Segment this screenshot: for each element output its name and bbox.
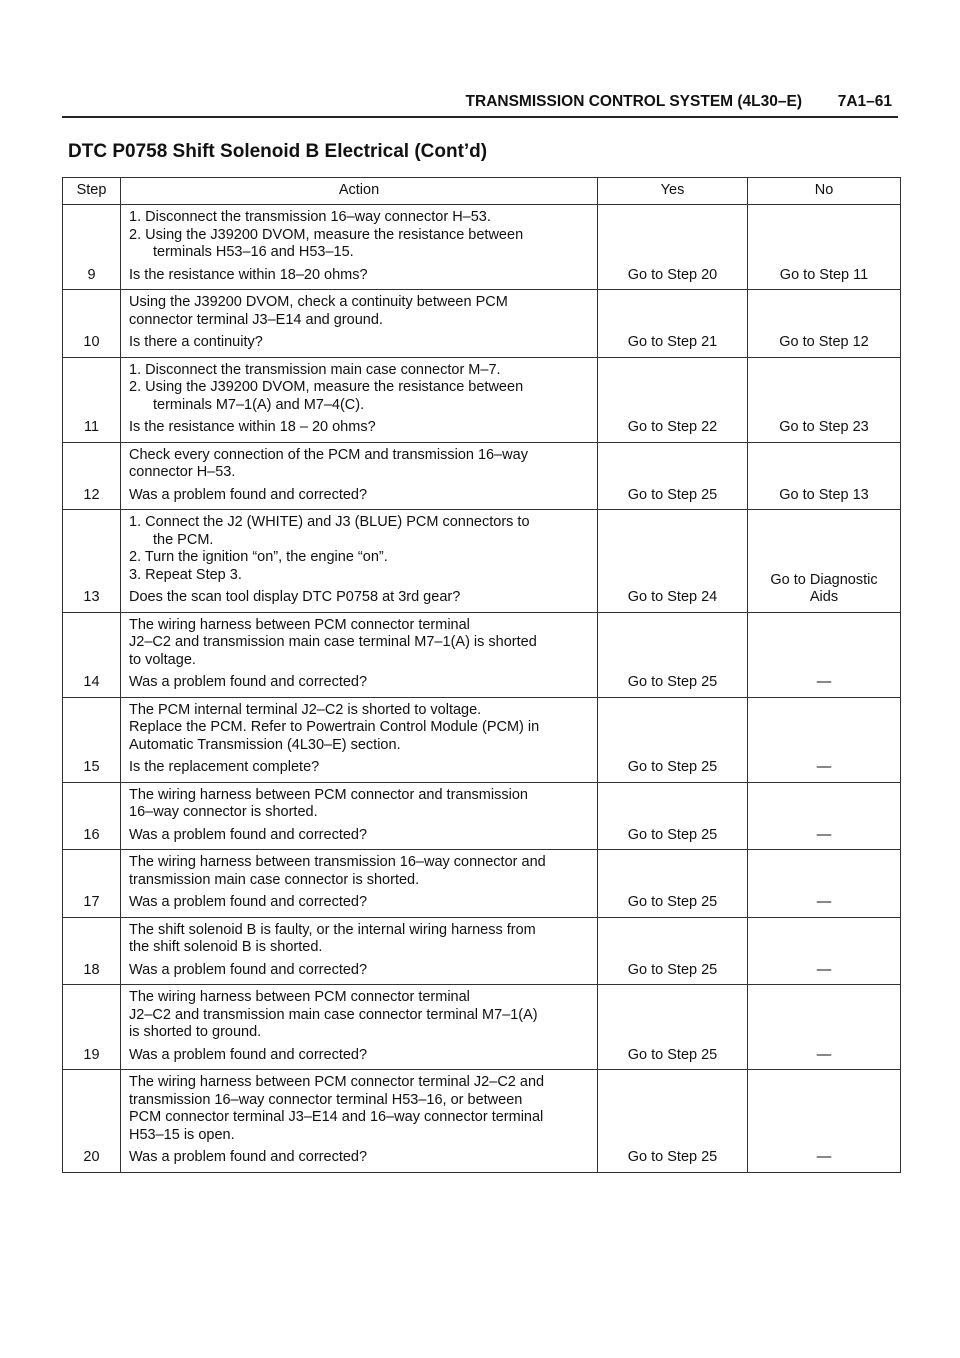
no-result: Go to Step 13 (748, 442, 901, 510)
step-number: 14 (63, 612, 121, 697)
table-row (63, 357, 901, 442)
action-cell (121, 1070, 598, 1173)
action-cell (121, 782, 598, 850)
action-line: terminals M7–1(A) and M7–4(C). (153, 396, 365, 413)
action-line: The wiring harness between PCM connector terminal (129, 989, 470, 1005)
action-line: The wiring harness between transmission 16–way connector and (129, 854, 546, 870)
action-line: terminals H53–16 and H53–15. (153, 244, 354, 260)
step-number: 20 (63, 1070, 121, 1173)
table-row (63, 985, 901, 1070)
step-number: 9 (63, 205, 121, 290)
action-line: The wiring harness between PCM connector and transmission (129, 786, 528, 803)
column-header-action: Action (121, 178, 598, 205)
yes-result: Go to Step 21 (598, 290, 748, 358)
table-row (63, 205, 901, 290)
page-number: 7A1–61 (837, 93, 892, 110)
action-cell (121, 510, 598, 613)
step-number: 19 (63, 985, 121, 1070)
action-line: The PCM internal terminal J2–C2 is shorted to voltage. (129, 701, 482, 718)
action-line: 16–way connector is shorted. (129, 804, 318, 820)
action-cell (121, 612, 598, 697)
no-result: — (748, 697, 901, 782)
action-question: Is the resistance within 18–20 ohms? (129, 266, 368, 283)
action-line: 2. Turn the ignition “on”, the engine “on”. (129, 549, 388, 565)
step-number: 12 (63, 442, 121, 510)
table-row (63, 850, 901, 918)
no-result: Go to Step 12 (748, 290, 901, 358)
no-result: — (748, 782, 901, 850)
yes-result: Go to Step 25 (598, 782, 748, 850)
action-cell (121, 442, 598, 510)
action-line: Using the J39200 DVOM, check a continuity between PCM (129, 294, 508, 310)
column-header-step: Step (63, 178, 121, 205)
yes-result: Go to Step 24 (598, 510, 748, 613)
action-question: Was a problem found and corrected? (129, 826, 368, 843)
action-line: 2. Using the J39200 DVOM, measure the resistance between (129, 226, 524, 243)
action-line: Replace the PCM. Refer to Powertrain Control Module (PCM) in (129, 719, 540, 735)
no-result: Go to Step 23 (748, 357, 901, 442)
action-line: The wiring harness between PCM connector terminal (129, 616, 470, 633)
action-line: 2. Using the J39200 DVOM, measure the resistance between (129, 379, 524, 395)
no-result-line: Aids (809, 589, 839, 605)
action-line: to voltage. (129, 651, 196, 668)
no-result: — (748, 850, 901, 918)
action-question: Was a problem found and corrected? (129, 1149, 368, 1165)
table-row (63, 917, 901, 985)
action-cell (121, 850, 598, 918)
action-line: The wiring harness between PCM connector terminal J2–C2 and (129, 1074, 545, 1090)
action-question: Was a problem found and corrected? (129, 486, 368, 503)
step-number: 18 (63, 917, 121, 985)
step-number: 11 (63, 357, 121, 442)
action-cell (121, 205, 598, 290)
yes-result: Go to Step 22 (598, 357, 748, 442)
action-cell (121, 357, 598, 442)
yes-result: Go to Step 25 (598, 612, 748, 697)
step-number: 13 (63, 510, 121, 613)
action-question: Was a problem found and corrected? (129, 961, 368, 978)
yes-result: Go to Step 25 (598, 442, 748, 510)
action-line: The shift solenoid B is faulty, or the internal wiring harness from (129, 921, 536, 938)
action-line: connector terminal J3–E14 and ground. (129, 311, 383, 328)
action-line: transmission main case connector is shorted. (129, 871, 420, 888)
action-cell (121, 290, 598, 358)
table-row (63, 697, 901, 782)
document-title: DTC P0758 Shift Solenoid B Electrical (Cont’d) (68, 141, 488, 162)
yes-result: Go to Step 25 (598, 985, 748, 1070)
step-number: 17 (63, 850, 121, 918)
action-question: Was a problem found and corrected? (129, 674, 368, 690)
table-row (63, 1070, 901, 1173)
table-row (63, 442, 901, 510)
step-number: 10 (63, 290, 121, 358)
action-cell (121, 697, 598, 782)
step-number: 16 (63, 782, 121, 850)
yes-result: Go to Step 20 (598, 205, 748, 290)
action-line: 1. Disconnect the transmission main case connector M–7. (129, 361, 501, 378)
table-header-row (63, 178, 901, 205)
action-line: 3. Repeat Step 3. (129, 566, 242, 583)
yes-result: Go to Step 25 (598, 917, 748, 985)
column-header-no: No (748, 178, 901, 205)
diagnostic-table (62, 177, 901, 1173)
action-question: Is there a continuity? (129, 334, 263, 350)
action-question: Was a problem found and corrected? (129, 1046, 368, 1063)
action-line: is shorted to ground. (129, 1024, 262, 1040)
page-header (62, 90, 898, 118)
action-cell (121, 985, 598, 1070)
no-result-line: Go to Diagnostic (770, 571, 878, 588)
no-result: Go to Step 11 (748, 205, 901, 290)
no-result: — (748, 917, 901, 985)
action-line: PCM connector terminal J3–E14 and 16–way connector terminal (129, 1109, 544, 1125)
action-line: transmission 16–way connector terminal H53–16, or between (129, 1091, 523, 1108)
action-line: J2–C2 and transmission main case terminal M7–1(A) is shorted (129, 634, 537, 650)
action-line: J2–C2 and transmission main case connector terminal M7–1(A) (129, 1006, 538, 1023)
no-result: — (748, 1070, 901, 1173)
system-title: TRANSMISSION CONTROL SYSTEM (4L30–E) (465, 93, 802, 110)
action-line: the shift solenoid B is shorted. (129, 939, 323, 955)
yes-result: Go to Step 25 (598, 697, 748, 782)
table-row (63, 290, 901, 358)
action-question: Was a problem found and corrected? (129, 894, 368, 910)
action-line: connector H–53. (129, 464, 236, 480)
action-line: 1. Disconnect the transmission 16–way connector H–53. (129, 209, 491, 225)
action-line: H53–15 is open. (129, 1126, 235, 1143)
no-result: — (748, 612, 901, 697)
action-question: Is the resistance within 18 – 20 ohms? (129, 419, 376, 435)
table-row (63, 612, 901, 697)
action-question: Does the scan tool display DTC P0758 at 3rd gear? (129, 589, 461, 605)
no-result (748, 510, 901, 613)
action-line: Automatic Transmission (4L30–E) section. (129, 736, 401, 753)
table-row (63, 782, 901, 850)
no-result: — (748, 985, 901, 1070)
column-header-yes: Yes (598, 178, 748, 205)
action-line: 1. Connect the J2 (WHITE) and J3 (BLUE) PCM connectors to (129, 514, 530, 530)
step-number: 15 (63, 697, 121, 782)
action-question: Is the replacement complete? (129, 759, 320, 775)
yes-result: Go to Step 25 (598, 1070, 748, 1173)
table-row (63, 510, 901, 613)
action-line: the PCM. (153, 531, 214, 548)
action-line: Check every connection of the PCM and transmission 16–way (129, 446, 528, 463)
action-cell (121, 917, 598, 985)
yes-result: Go to Step 25 (598, 850, 748, 918)
